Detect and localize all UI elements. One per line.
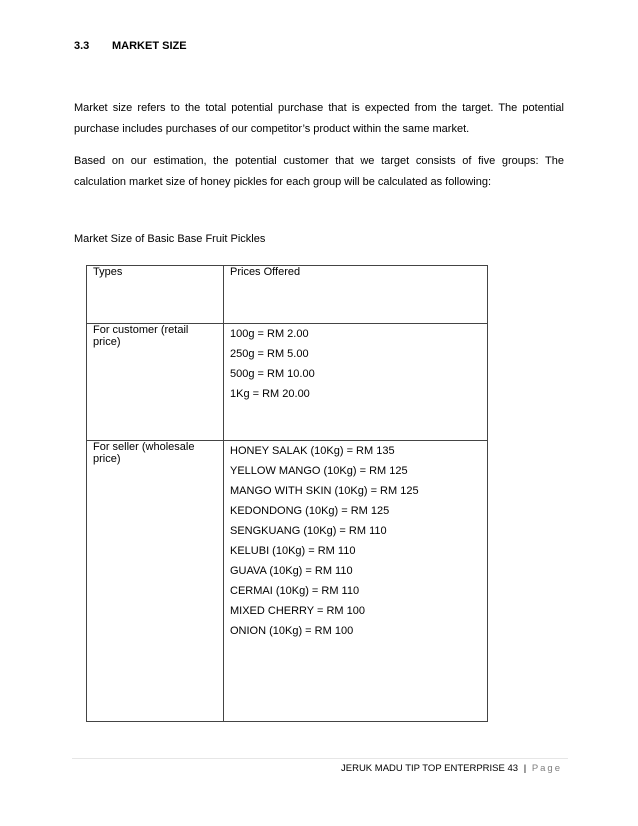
table-title: Market Size of Basic Base Fruit Pickles [74, 233, 266, 245]
price-line: 100g = RM 2.00 [230, 328, 309, 340]
price-line: CERMAI (10Kg) = RM 110 [230, 585, 360, 597]
row-prices-wholesale [224, 441, 488, 722]
section-heading [74, 40, 187, 52]
section-number: 3.3 [74, 40, 90, 52]
footer-company: JERUK MADU TIP TOP ENTERPRISE [341, 763, 505, 774]
table-row [87, 441, 488, 722]
price-line: MIXED CHERRY = RM 100 [230, 605, 365, 617]
price-line: KEDONDONG (10Kg) = RM 125 [230, 505, 390, 517]
table-header-row [87, 266, 488, 324]
price-line: HONEY SALAK (10Kg) = RM 135 [230, 445, 395, 457]
price-line: 250g = RM 5.00 [230, 348, 309, 360]
price-line: KELUBI (10Kg) = RM 110 [230, 545, 356, 557]
footer-page-number: 43 [507, 763, 519, 774]
row-type-retail: For customer (retail price) [87, 324, 224, 441]
footer-divider [72, 758, 568, 759]
market-size-table [86, 265, 488, 722]
row-type-wholesale: For seller (wholesale price) [87, 441, 224, 722]
table-row [87, 324, 488, 441]
price-line: YELLOW MANGO (10Kg) = RM 125 [230, 465, 408, 477]
price-line: SENGKUANG (10Kg) = RM 110 [230, 525, 387, 537]
price-line: GUAVA (10Kg) = RM 110 [230, 565, 353, 577]
section-title: MARKET SIZE [112, 40, 187, 52]
header-prices-offered: Prices Offered [224, 266, 488, 324]
footer-separator: | [523, 763, 527, 774]
price-line: 500g = RM 10.00 [230, 368, 315, 380]
price-line: MANGO WITH SKIN (10Kg) = RM 125 [230, 485, 419, 497]
header-types: Types [87, 266, 224, 324]
price-line: ONION (10Kg) = RM 100 [230, 625, 354, 637]
page-footer [341, 763, 562, 774]
paragraph-definition: Market size refers to the total potential purchase that is expected from the target. The potential purchase includes purchases of our competitor’s product within the same market. [74, 102, 564, 135]
price-line: 1Kg = RM 20.00 [230, 388, 310, 400]
paragraph-estimation: Based on our estimation, the potential customer that we target consists of five groups: The calculation market size of honey pickles for each group will be calculated as following: [74, 155, 564, 188]
footer-page-word: Page [531, 763, 562, 774]
row-prices-retail [224, 324, 488, 441]
